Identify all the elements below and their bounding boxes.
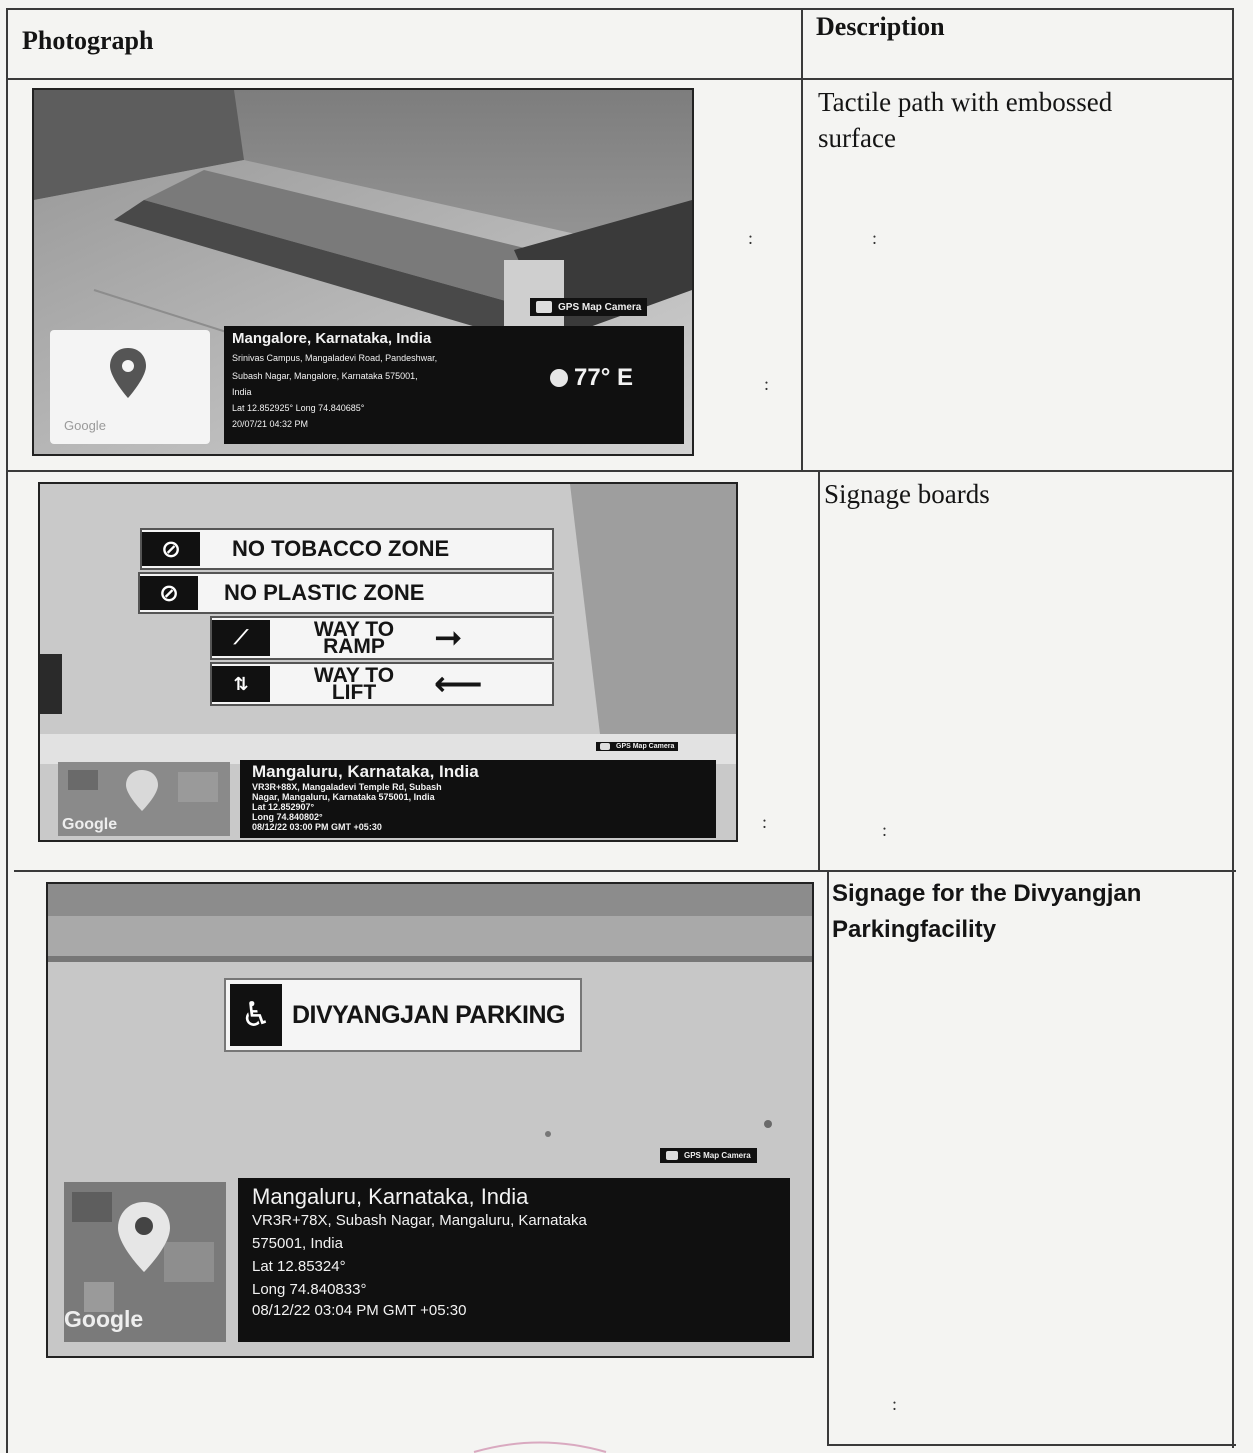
sign-divyangjan-parking: ♿ DIVYANGJAN PARKING <box>224 978 582 1052</box>
row-3-description: Signage for the Divyangjan Parkingfacility <box>832 880 1142 943</box>
row-divider-1 <box>6 470 1233 472</box>
scan-speck: : <box>872 228 878 248</box>
location-address-2: Subash Nagar, Mangalore, Karnataka 575001, <box>232 371 418 381</box>
gps-camera-badge: GPS Map Camera <box>660 1148 757 1163</box>
location-timestamp: 20/07/21 04:32 PM <box>232 419 309 429</box>
arrow-left-icon: ⟵ <box>434 665 483 703</box>
location-overlay <box>240 760 716 838</box>
sign-no-tobacco: ⊘ NO TOBACCO ZONE <box>140 528 554 570</box>
satellite-map-thumbnail <box>58 762 230 836</box>
map-thumbnail <box>50 330 210 444</box>
weather-icon <box>550 369 568 387</box>
row-2-description: Signage boards <box>824 479 990 509</box>
lift-icon: ⇅ <box>212 666 270 702</box>
photo-divyangjan-parking <box>46 882 814 1358</box>
location-longitude: Long 74.840833° <box>252 1281 367 1298</box>
camera-icon <box>536 301 552 313</box>
location-city: Mangaluru, Karnataka, India <box>252 1184 529 1209</box>
location-latitude: Lat 12.852907° <box>252 802 315 812</box>
scan-speck: : <box>762 812 768 832</box>
table-border-right <box>1232 8 1234 1448</box>
table-border-top <box>6 8 1233 10</box>
seal-fragment <box>470 1439 610 1453</box>
column-divider-b <box>818 470 820 871</box>
sign-no-plastic: ⊘ NO PLASTIC ZONE <box>138 572 554 614</box>
location-timestamp: 08/12/22 03:00 PM GMT +05:30 <box>252 822 382 832</box>
location-address-2: Nagar, Mangaluru, Karnataka 575001, India <box>252 792 435 802</box>
header-description: Description <box>816 12 945 41</box>
location-longitude: Long 74.840802° <box>252 812 323 822</box>
satellite-map-thumbnail <box>64 1182 226 1342</box>
location-address-1: VR3R+88X, Mangaladevi Temple Rd, Subash <box>252 782 442 792</box>
column-divider-a <box>801 8 803 471</box>
photo-signage-boards <box>38 482 738 842</box>
location-address-1: Srinivas Campus, Mangaladevi Road, Pandeshwar, <box>232 353 438 363</box>
scan-speck: : <box>892 1394 898 1414</box>
location-latitude: Lat 12.85324° <box>252 1258 346 1275</box>
wheelchair-parking-icon: ♿ <box>230 984 282 1046</box>
ramp-icon: ⟋ <box>212 620 270 656</box>
scan-speck: : <box>764 374 770 394</box>
google-logo: Google <box>64 1306 144 1332</box>
photo-tactile-path <box>32 88 694 456</box>
location-coordinates: Lat 12.852925° Long 74.840685° <box>232 403 365 413</box>
camera-icon <box>600 743 610 750</box>
location-overlay <box>224 326 684 444</box>
header-divider <box>6 78 1233 80</box>
location-overlay <box>238 1178 790 1342</box>
sign-way-to-ramp: ⟋ WAY TO RAMP ➞ <box>210 616 554 660</box>
weather-readout: 77° E <box>550 364 633 392</box>
row-1-description: Tactile path with embossed surface <box>818 87 1113 153</box>
location-city: Mangalore, Karnataka, India <box>232 330 432 347</box>
sign-way-to-lift: ⇅ WAY TO LIFT ⟵ <box>210 662 554 706</box>
google-logo: Google <box>64 418 106 433</box>
location-address-1: VR3R+78X, Subash Nagar, Mangaluru, Karnataka <box>252 1212 587 1229</box>
row-divider-2 <box>14 870 1236 872</box>
no-smoking-icon: ⊘ <box>142 532 200 566</box>
location-city: Mangaluru, Karnataka, India <box>252 762 479 781</box>
gps-camera-badge: GPS Map Camera <box>596 742 678 751</box>
gps-camera-badge: GPS Map Camera <box>530 298 647 316</box>
scan-speck: : <box>748 228 754 248</box>
location-address-3: India <box>232 387 252 397</box>
location-address-2: 575001, India <box>252 1235 343 1252</box>
no-plastic-icon: ⊘ <box>140 576 198 610</box>
google-logo: Google <box>62 816 118 833</box>
arrow-right-icon: ➞ <box>434 619 463 657</box>
table-border-bottom <box>828 1444 1236 1446</box>
camera-icon <box>666 1151 678 1160</box>
location-timestamp: 08/12/22 03:04 PM GMT +05:30 <box>252 1302 467 1319</box>
table-border-left <box>6 8 8 1453</box>
scan-speck: : <box>882 820 888 840</box>
column-divider-c <box>827 870 829 1446</box>
header-photograph: Photograph <box>22 26 154 55</box>
